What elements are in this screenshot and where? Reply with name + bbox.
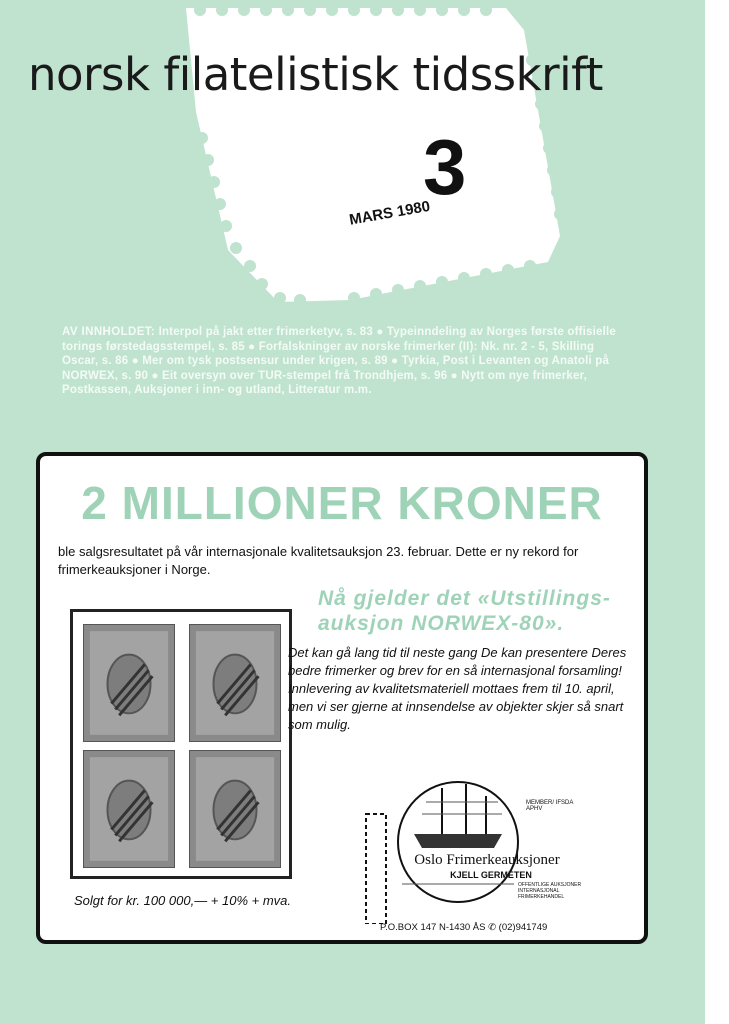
stamp-image <box>189 750 281 868</box>
stamp-image <box>83 624 175 742</box>
stamp-image <box>83 750 175 868</box>
logo-owner: KJELL GERMETEN <box>450 870 532 880</box>
stamp-image <box>189 624 281 742</box>
ad-headline: 2 MILLIONER KRONER <box>81 477 603 529</box>
issue-date: MARS 1980 <box>348 197 432 229</box>
contents-summary <box>62 325 622 398</box>
logo-name: Oslo Frimerkeauksjoner <box>414 852 560 868</box>
advertisement-box <box>36 452 648 944</box>
logo-member-text: MEMBER/ IFSDA APHV <box>526 800 574 812</box>
ad-body-text: Det kan gå lang tid til neste gang De kan presentere Deres bedre frimerker og brev for en så internasjonal forsamling! Innlevering av kvalitetsmateriell mottaes frem til 10. april, men vi ser gjerne at innsendelse av objekter skjer så snart som mulig. <box>288 645 627 732</box>
logo-tagline: OFFENTLIGE AUKSJONER INTERNASJONAL FRIMERKEHANDEL <box>518 882 582 900</box>
contact-address: P.O.BOX 147 N-1430 ÅS ✆ (02)941749 <box>380 922 548 933</box>
auction-house-logo <box>362 774 542 924</box>
sold-caption: Solgt for kr. 100 000,— + 10% + mva. <box>74 893 292 908</box>
ad-subheading: Nå gjelder det «Utstillings-auksjon NORWEX-80». <box>318 587 611 635</box>
contents-text: Interpol på jakt etter frimerketyv, s. 83 ● Typeinndeling av Norges første offisielle torings førstedagsstempel, s. 85 ● Forfalskninger av norske frimerker (II): Nk. nr. 2 - 5, Skilling Oscar, s. 86 ● Mer om tysk postsensur under krigen, s. 89 ● Tyrkia, Post i Levanten og Anatoli på NORWEX, s. 90 ● Eit oversyn over TUR-stempel frå Trondhjem, s. 96 ● Nytt om nye frimerker, Postkassen, Auksjoner i inn- og utland, Litteratur m.m. <box>62 326 617 396</box>
ad-intro-text: ble salgsresultatet på vår internasjonale kvalitetsauksjon 23. februar. Dette er ny rekord for frimerkeauksjoner i Norge. <box>58 544 579 577</box>
magazine-title: norsk filatelistisk tidsskrift <box>28 48 603 101</box>
stamp-block-photo <box>70 609 292 879</box>
issue-number: 3 <box>423 123 467 211</box>
contents-label: AV INNHOLDET: <box>62 326 156 338</box>
